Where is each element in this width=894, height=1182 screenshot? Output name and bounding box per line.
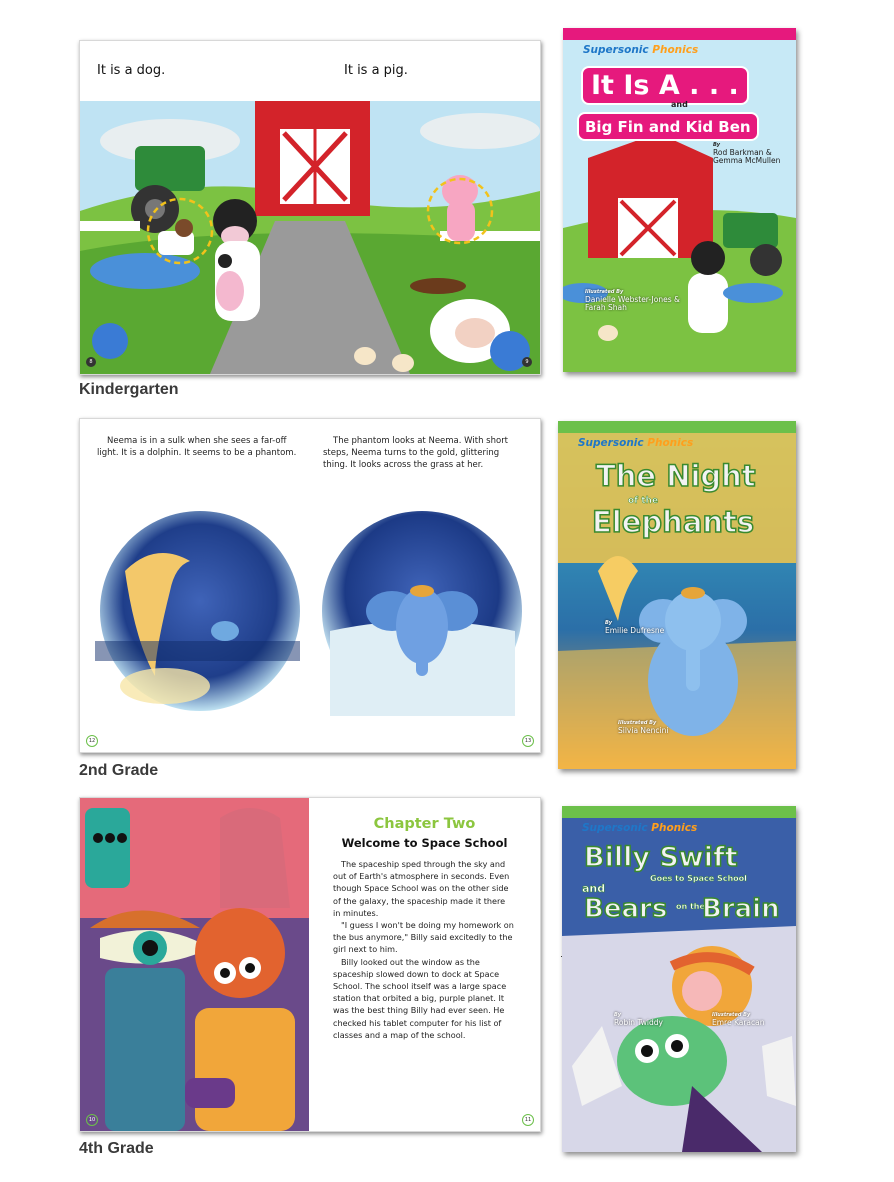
cover-on-the: on the xyxy=(676,902,705,911)
left-page-number: 12 xyxy=(86,735,98,747)
cover-night-of-the-elephants xyxy=(558,421,796,769)
cover-and: and xyxy=(671,100,688,109)
left-page-number: 8 xyxy=(86,357,96,367)
grade-label-kindergarten: Kindergarten xyxy=(79,381,179,398)
cover-billy-swift xyxy=(562,806,796,1152)
fourth-grade-spread xyxy=(79,797,541,1132)
right-page-number: 11 xyxy=(522,1114,534,1126)
chapter-title: Welcome to Space School xyxy=(341,836,508,850)
author-credit: By Emilie Dufresne xyxy=(605,620,665,635)
dolphin-illustration xyxy=(95,511,300,716)
series-logo: Supersonic Phonics xyxy=(578,437,694,449)
cover-subtitle: Goes to Space School xyxy=(650,874,747,883)
cover-title-primary: The Night xyxy=(596,459,756,493)
cover-it-is-a xyxy=(563,28,796,372)
illustrator-credit: Illustrated By Silvia Nencini xyxy=(618,720,669,735)
series-logo: Supersonic Phonics xyxy=(583,44,699,56)
space-school-illustration xyxy=(80,798,309,1131)
cover-of-the: of the xyxy=(628,496,659,506)
right-page-text: The phantom looks at Neema. With short steps, Neema turns to the gold, glittering thing. It looks across the grass at her. xyxy=(323,436,509,470)
paragraph: Billy looked out the window as the spaceship slowed down to dock at Space School. The school itself was a large space station that orbited a big, purple planet. It was the best thing Billy had ever seen. He checked his tablet computer for his list of classes and a map of the school. xyxy=(333,956,507,1040)
cover-and: and xyxy=(582,882,606,895)
cover-title-brain: Brain xyxy=(702,894,780,924)
author-credit: By Robin Twiddy xyxy=(614,1012,663,1027)
author-credit: By Rod Barkman & Gemma McMullen xyxy=(713,142,781,165)
left-page-text: It is a dog. xyxy=(97,63,166,78)
grade-label-2nd: 2nd Grade xyxy=(79,762,159,779)
chapter-number: Chapter Two xyxy=(373,816,476,832)
cover-title-primary: It Is A . . . xyxy=(581,66,749,105)
chapter-body xyxy=(333,858,515,1041)
illustrator-credit: Illustrated By Danielle Webster-Jones & Farah Shah xyxy=(585,289,680,312)
left-page-text: Neema is in a sulk when she sees a far-off light. It is a dolphin. It seems to be a phantom. xyxy=(97,436,297,458)
cover-title-primary: Billy Swift xyxy=(584,842,738,873)
right-page-text: It is a pig. xyxy=(344,63,408,78)
series-logo: Supersonic Phonics xyxy=(582,822,698,834)
cover-title-bears: Bears xyxy=(584,894,668,924)
illustrator-credit: Illustrated By Emre Karacan xyxy=(712,1012,765,1027)
right-page-number: 13 xyxy=(522,735,534,747)
paragraph: The spaceship sped through the sky and out of Earth's atmosphere in seconds. Even though Space School was on the other side of the galaxy, the spaceship made it there in minutes. xyxy=(333,859,510,918)
cover-title-secondary: Big Fin and Kid Ben xyxy=(577,112,759,141)
second-grade-spread xyxy=(79,418,541,753)
grade-label-4th: 4th Grade xyxy=(79,1140,154,1157)
kindergarten-spread xyxy=(79,40,541,375)
cover-title-secondary: Elephants xyxy=(592,505,755,539)
right-page-number: 9 xyxy=(522,357,532,367)
paragraph: "I guess I won't be doing my homework on the bus anymore," Billy said excitedly to the girl next to him. xyxy=(333,920,514,955)
farm-illustration xyxy=(80,101,540,374)
elephant-illustration xyxy=(320,511,525,716)
left-page-number: 10 xyxy=(86,1114,98,1126)
